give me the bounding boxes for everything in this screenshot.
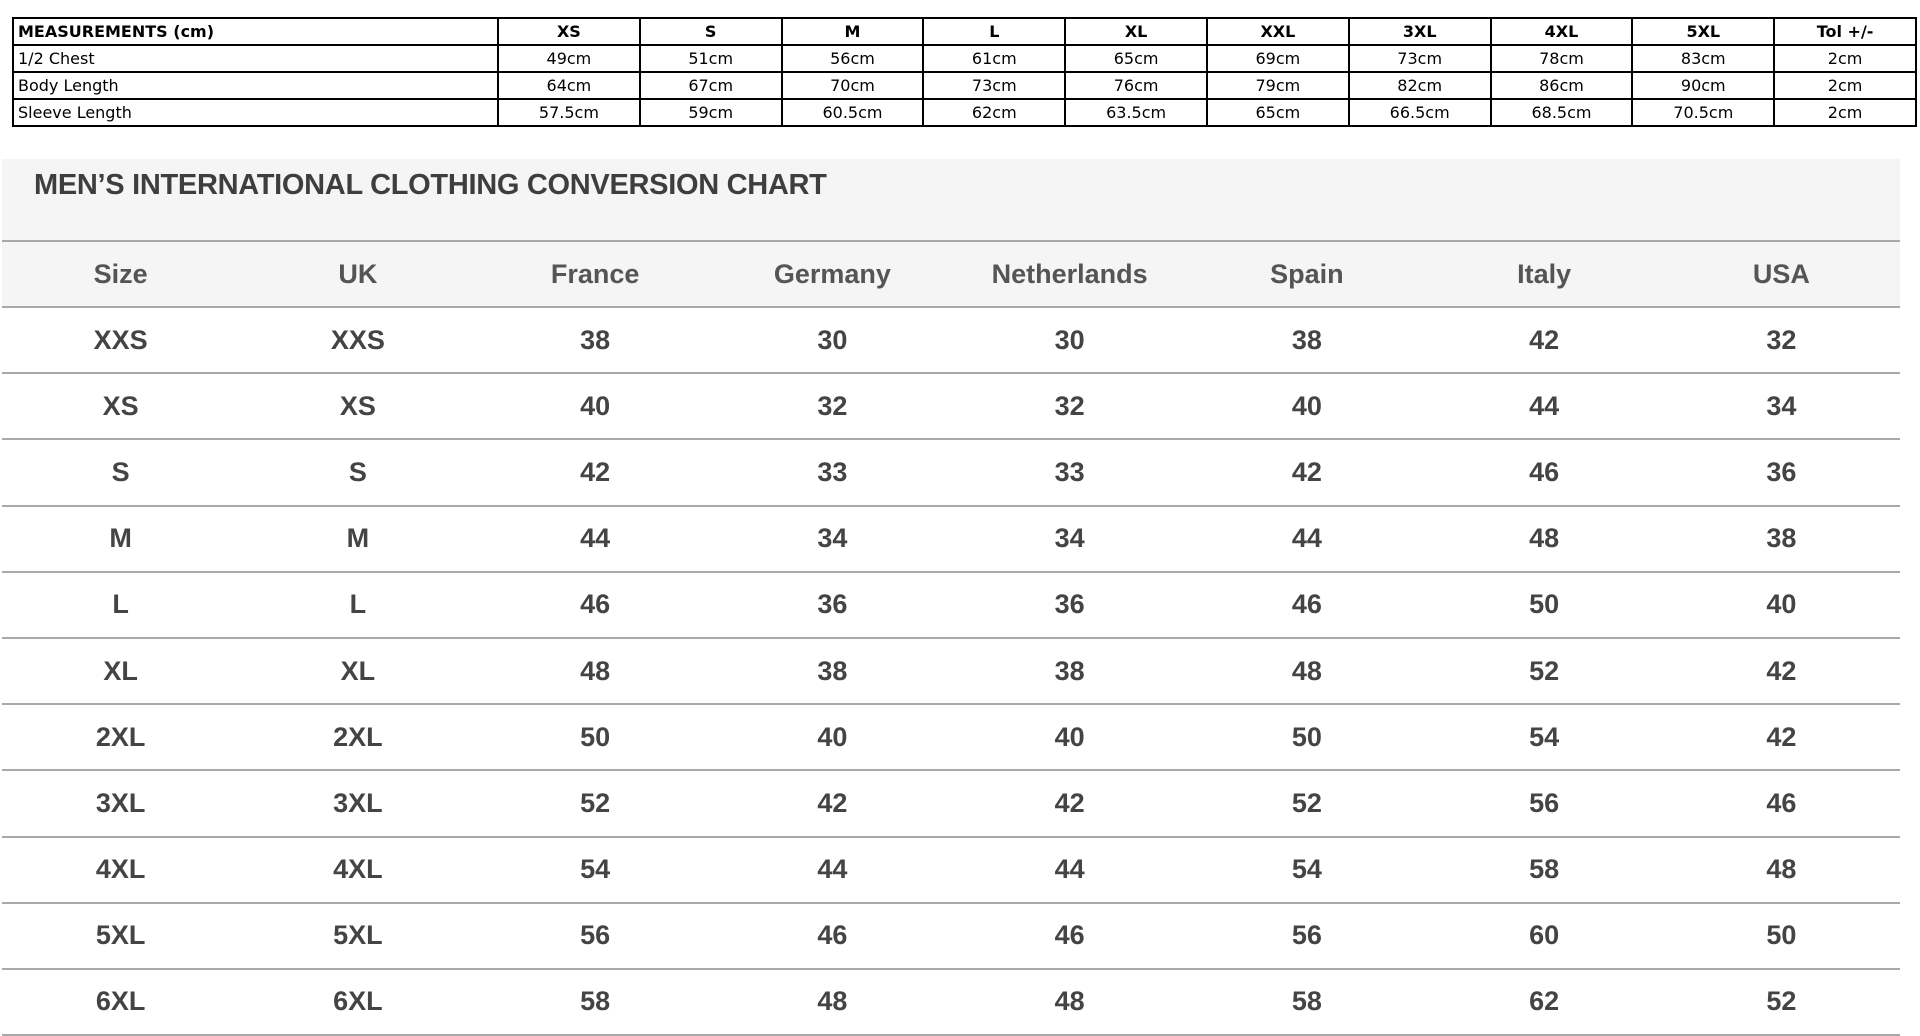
conversion-cell: XS [2,373,239,439]
conversion-cell: 50 [477,704,714,770]
measurement-value-cell: 63.5cm [1065,99,1207,126]
conversion-cell: 46 [1663,770,1900,836]
conversion-cell: 58 [1188,969,1425,1035]
conversion-cell: 52 [1188,770,1425,836]
measurement-value-cell: 65cm [1065,45,1207,72]
conversion-cell: 33 [951,439,1188,505]
conversion-cell: 38 [1188,307,1425,373]
conversion-cell: 4XL [2,837,239,903]
conversion-column-header: Netherlands [951,242,1188,307]
size-header-cell: XS [498,18,640,45]
measurement-value-cell: 90cm [1632,72,1774,99]
conversion-row [2,837,1900,903]
measurement-label-cell: Body Length [13,72,498,99]
conversion-chart [2,159,1900,1036]
conversion-row [2,572,1900,638]
conversion-cell: 2XL [2,704,239,770]
conversion-row [2,638,1900,704]
conversion-column-header: Germany [714,242,951,307]
conversion-column-header: USA [1663,242,1900,307]
conversion-cell: 36 [1663,439,1900,505]
conversion-cell: 48 [1188,638,1425,704]
conversion-cell: 54 [1426,704,1663,770]
conversion-header-row [2,242,1900,307]
conversion-title-bar [2,159,1900,242]
measurement-value-cell: 60.5cm [782,99,924,126]
conversion-cell: 42 [951,770,1188,836]
conversion-cell: 34 [951,506,1188,572]
conversion-chart-title: MEN’S INTERNATIONAL CLOTHING CONVERSION CHART [34,169,827,201]
conversion-cell: 58 [477,969,714,1035]
conversion-cell: 3XL [239,770,476,836]
conversion-cell: XXS [2,307,239,373]
conversion-column-header: Italy [1426,242,1663,307]
measurement-value-cell: 61cm [923,45,1065,72]
measurement-value-cell: 62cm [923,99,1065,126]
measurement-value-cell: 59cm [640,99,782,126]
conversion-cell: 38 [714,638,951,704]
conversion-column-header: France [477,242,714,307]
conversion-cell: 30 [714,307,951,373]
conversion-cell: 6XL [239,969,476,1035]
conversion-cell: 44 [1426,373,1663,439]
conversion-cell: 50 [1663,903,1900,969]
conversion-cell: 46 [477,572,714,638]
conversion-cell: 5XL [239,903,476,969]
conversion-row [2,969,1900,1035]
conversion-cell: 40 [714,704,951,770]
conversion-cell: 5XL [2,903,239,969]
measurement-value-cell: 49cm [498,45,640,72]
conversion-cell: XS [239,373,476,439]
measurement-value-cell: 66.5cm [1349,99,1491,126]
conversion-cell: M [2,506,239,572]
conversion-cell: 52 [1663,969,1900,1035]
size-header-cell: 3XL [1349,18,1491,45]
measurement-value-cell: 65cm [1207,99,1349,126]
conversion-cell: 40 [1663,572,1900,638]
conversion-cell: 3XL [2,770,239,836]
conversion-cell: 42 [714,770,951,836]
measurements-table [12,17,1917,127]
conversion-cell: 62 [1426,969,1663,1035]
measurements-header-row [13,18,1916,45]
conversion-row [2,373,1900,439]
conversion-cell: 44 [1188,506,1425,572]
size-header-cell: L [923,18,1065,45]
size-header-cell: XXL [1207,18,1349,45]
conversion-cell: 42 [1663,638,1900,704]
conversion-cell: XXS [239,307,476,373]
conversion-cell: 46 [1426,439,1663,505]
conversion-cell: 42 [1663,704,1900,770]
measurement-value-cell: 70.5cm [1632,99,1774,126]
conversion-cell: 46 [1188,572,1425,638]
conversion-cell: 58 [1426,837,1663,903]
conversion-cell: 33 [714,439,951,505]
measurement-value-cell: 86cm [1491,72,1633,99]
conversion-cell: L [239,572,476,638]
conversion-column-header: Size [2,242,239,307]
conversion-row [2,770,1900,836]
conversion-cell: 34 [1663,373,1900,439]
conversion-cell: 50 [1426,572,1663,638]
conversion-cell: 40 [477,373,714,439]
conversion-cell: L [2,572,239,638]
measurement-label-cell: 1/2 Chest [13,45,498,72]
measurement-value-cell: 73cm [1349,45,1491,72]
measurement-row [13,99,1916,126]
measurements-title-cell: MEASUREMENTS (cm) [13,18,498,45]
conversion-cell: 42 [1426,307,1663,373]
conversion-cell: 38 [1663,506,1900,572]
conversion-cell: 30 [951,307,1188,373]
conversion-cell: 48 [477,638,714,704]
conversion-cell: 42 [1188,439,1425,505]
measurement-value-cell: 83cm [1632,45,1774,72]
conversion-cell: 46 [714,903,951,969]
conversion-column-header: UK [239,242,476,307]
size-header-cell: 5XL [1632,18,1774,45]
conversion-cell: 54 [477,837,714,903]
conversion-cell: 48 [1426,506,1663,572]
conversion-cell: 60 [1426,903,1663,969]
conversion-cell: 38 [477,307,714,373]
conversion-cell: 44 [951,837,1188,903]
measurement-row [13,45,1916,72]
measurement-row [13,72,1916,99]
conversion-cell: 52 [1426,638,1663,704]
measurement-value-cell: 82cm [1349,72,1491,99]
conversion-cell: S [2,439,239,505]
measurement-value-cell: 51cm [640,45,782,72]
measurement-value-cell: 2cm [1774,99,1916,126]
conversion-table [2,242,1900,1036]
conversion-cell: 40 [951,704,1188,770]
measurement-value-cell: 76cm [1065,72,1207,99]
measurement-value-cell: 68.5cm [1491,99,1633,126]
size-header-cell: S [640,18,782,45]
measurement-value-cell: 69cm [1207,45,1349,72]
conversion-cell: 34 [714,506,951,572]
conversion-cell: 54 [1188,837,1425,903]
conversion-row [2,903,1900,969]
conversion-cell: 48 [714,969,951,1035]
size-header-cell: M [782,18,924,45]
conversion-cell: 50 [1188,704,1425,770]
conversion-cell: S [239,439,476,505]
measurement-value-cell: 64cm [498,72,640,99]
conversion-cell: 48 [951,969,1188,1035]
conversion-cell: 38 [951,638,1188,704]
measurement-value-cell: 70cm [782,72,924,99]
conversion-cell: 44 [477,506,714,572]
conversion-cell: 44 [714,837,951,903]
conversion-column-header: Spain [1188,242,1425,307]
size-header-cell: Tol +/- [1774,18,1916,45]
conversion-cell: 32 [1663,307,1900,373]
conversion-cell: 36 [951,572,1188,638]
size-header-cell: 4XL [1491,18,1633,45]
conversion-cell: 48 [1663,837,1900,903]
conversion-cell: 2XL [239,704,476,770]
measurement-value-cell: 57.5cm [498,99,640,126]
conversion-cell: XL [239,638,476,704]
conversion-cell: 56 [1426,770,1663,836]
measurement-value-cell: 79cm [1207,72,1349,99]
measurement-value-cell: 2cm [1774,72,1916,99]
conversion-cell: 56 [477,903,714,969]
conversion-row [2,704,1900,770]
size-header-cell: XL [1065,18,1207,45]
measurement-value-cell: 67cm [640,72,782,99]
conversion-cell: 52 [477,770,714,836]
conversion-row [2,307,1900,373]
conversion-cell: 4XL [239,837,476,903]
conversion-cell: M [239,506,476,572]
measurement-value-cell: 56cm [782,45,924,72]
conversion-row [2,506,1900,572]
conversion-cell: 56 [1188,903,1425,969]
measurement-value-cell: 2cm [1774,45,1916,72]
conversion-cell: 40 [1188,373,1425,439]
conversion-cell: 32 [951,373,1188,439]
measurement-value-cell: 73cm [923,72,1065,99]
measurement-value-cell: 78cm [1491,45,1633,72]
conversion-cell: 32 [714,373,951,439]
measurement-label-cell: Sleeve Length [13,99,498,126]
conversion-cell: XL [2,638,239,704]
conversion-cell: 6XL [2,969,239,1035]
conversion-cell: 46 [951,903,1188,969]
conversion-cell: 42 [477,439,714,505]
conversion-row [2,439,1900,505]
conversion-cell: 36 [714,572,951,638]
